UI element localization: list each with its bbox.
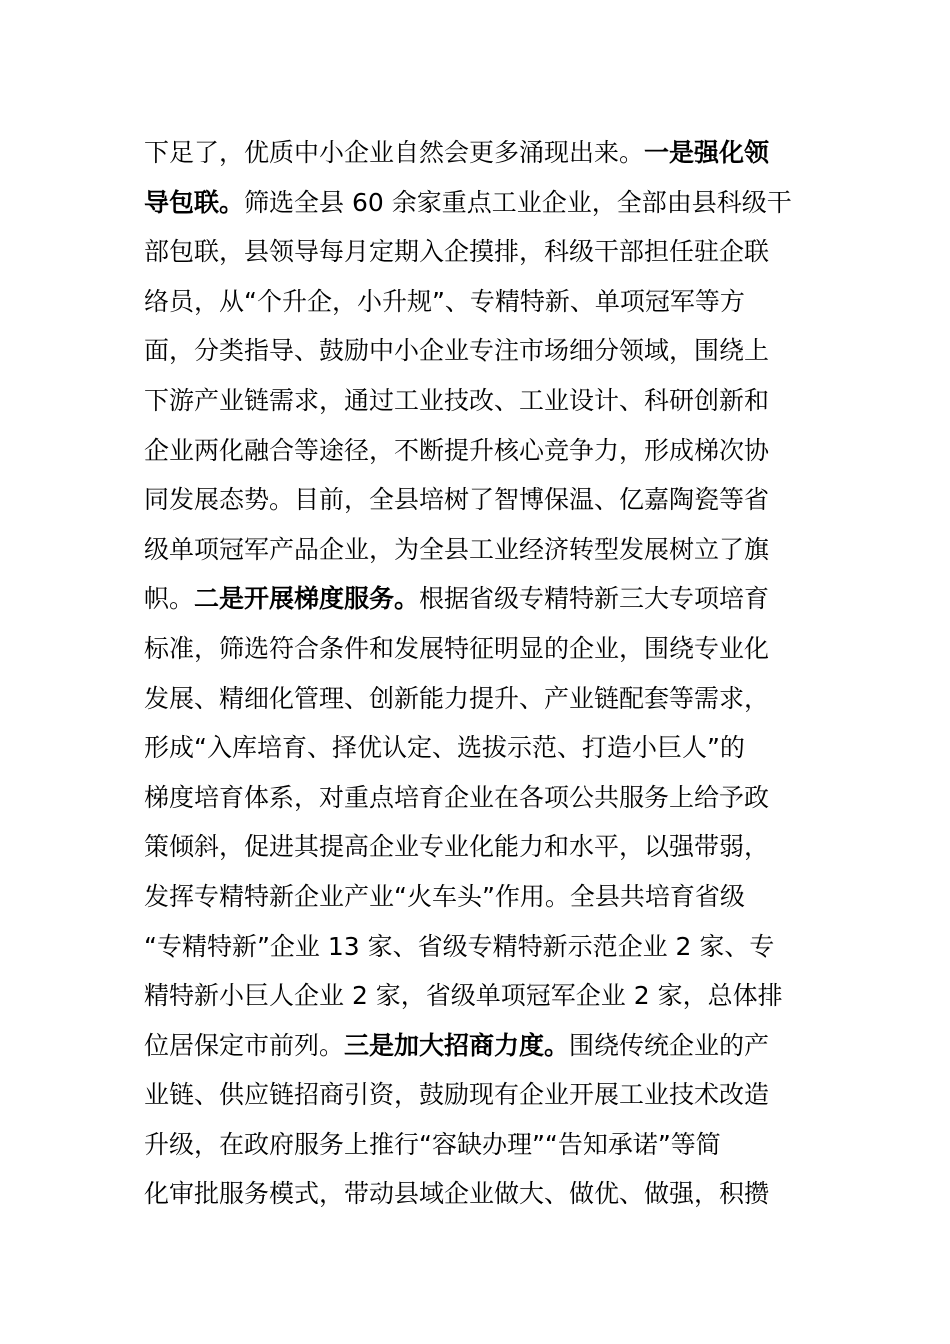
text-line [144,624,810,674]
body-text [144,128,810,1219]
text-line [144,1021,810,1071]
text-line [144,326,810,376]
bold-heading-text: 三是加大招商力度。 [344,1030,570,1060]
text-line [144,822,810,872]
body-text-run: 梯度培育体系，对重点培育企业在各项公共服务上给予政 [144,782,770,812]
text-line [144,227,810,277]
text-line [144,922,810,972]
text-line [144,1070,810,1120]
body-text-run: 精特新小巨人企业 2 家，省级单项冠军企业 2 家，总体排 [144,981,783,1011]
body-text-run: 同发展态势。目前，全县培树了智博保温、亿嘉陶瓷等省 [144,485,770,515]
body-text-run: 形成“入库培育、择优认定、选拔示范、打造小巨人”的 [144,733,745,763]
body-text-run: 根据省级专精特新三大专项培育 [419,584,770,614]
body-text-run: “专精特新”企业 13 家、省级专精特新示范企业 2 家、专 [144,931,775,961]
bold-heading-text: 一是强化领 [644,138,770,167]
text-line [144,128,810,178]
body-text-run: 升级，在政府服务上推行“容缺办理”“告知承诺”等简 [144,1129,721,1159]
body-text-run: 络员，从“个升企，小升规”、专精特新、单项冠军等方 [144,286,745,316]
body-text-run: 发挥专精特新企业产业“火车头”作用。全县共培育省级 [144,881,745,911]
body-text-run: 策倾斜，促进其提高企业专业化能力和水平，以强带弱， [144,832,770,862]
text-line [144,872,810,922]
bold-heading-text: 导包联。 [144,187,245,217]
body-text-run: 位居保定市前列。 [144,1030,345,1060]
text-line [144,674,810,724]
text-line [144,426,810,476]
body-text-run: 发展、精细化管理、创新能力提升、产业链配套等需求， [144,683,770,713]
text-line [144,525,810,575]
body-text-run: 筛选全县 60 余家重点工业企业，全部由县科级干 [244,187,792,217]
text-line [144,971,810,1021]
text-line [144,773,810,823]
body-text-run: 围绕传统企业的产 [569,1030,770,1060]
body-text-run: 面，分类指导、鼓励中小企业专注市场细分领域，围绕上 [144,336,770,366]
body-text-run: 业链、供应链招商引资，鼓励现有企业开展工业技术改造 [144,1080,770,1110]
text-line [144,277,810,327]
text-line [144,376,810,426]
text-line [144,178,810,228]
text-line [144,475,810,525]
text-line [144,723,810,773]
text-line [144,1120,810,1170]
body-text-run: 化审批服务模式，带动县域企业做大、做优、做强，积攒 [144,1179,770,1209]
bold-heading-text: 二是开展梯度服务。 [194,584,420,614]
body-text-run: 级单项冠军产品企业，为全县工业经济转型发展树立了旗 [144,534,770,564]
body-text-run: 帜。 [144,584,195,614]
body-text-run: 企业两化融合等途径，不断提升核心竞争力，形成梯次协 [144,435,770,465]
body-text-run: 下游产业链需求，通过工业技改、工业设计、科研创新和 [144,385,770,415]
text-line [144,1169,810,1219]
body-text-run: 标准，筛选符合条件和发展特征明显的企业，围绕专业化 [144,633,770,663]
text-line [144,574,810,624]
body-text-run: 部包联，县领导每月定期入企摸排，科级干部担任驻企联 [144,237,770,267]
body-text-run: 下足了，优质中小企业自然会更多涌现出来。 [144,138,645,167]
